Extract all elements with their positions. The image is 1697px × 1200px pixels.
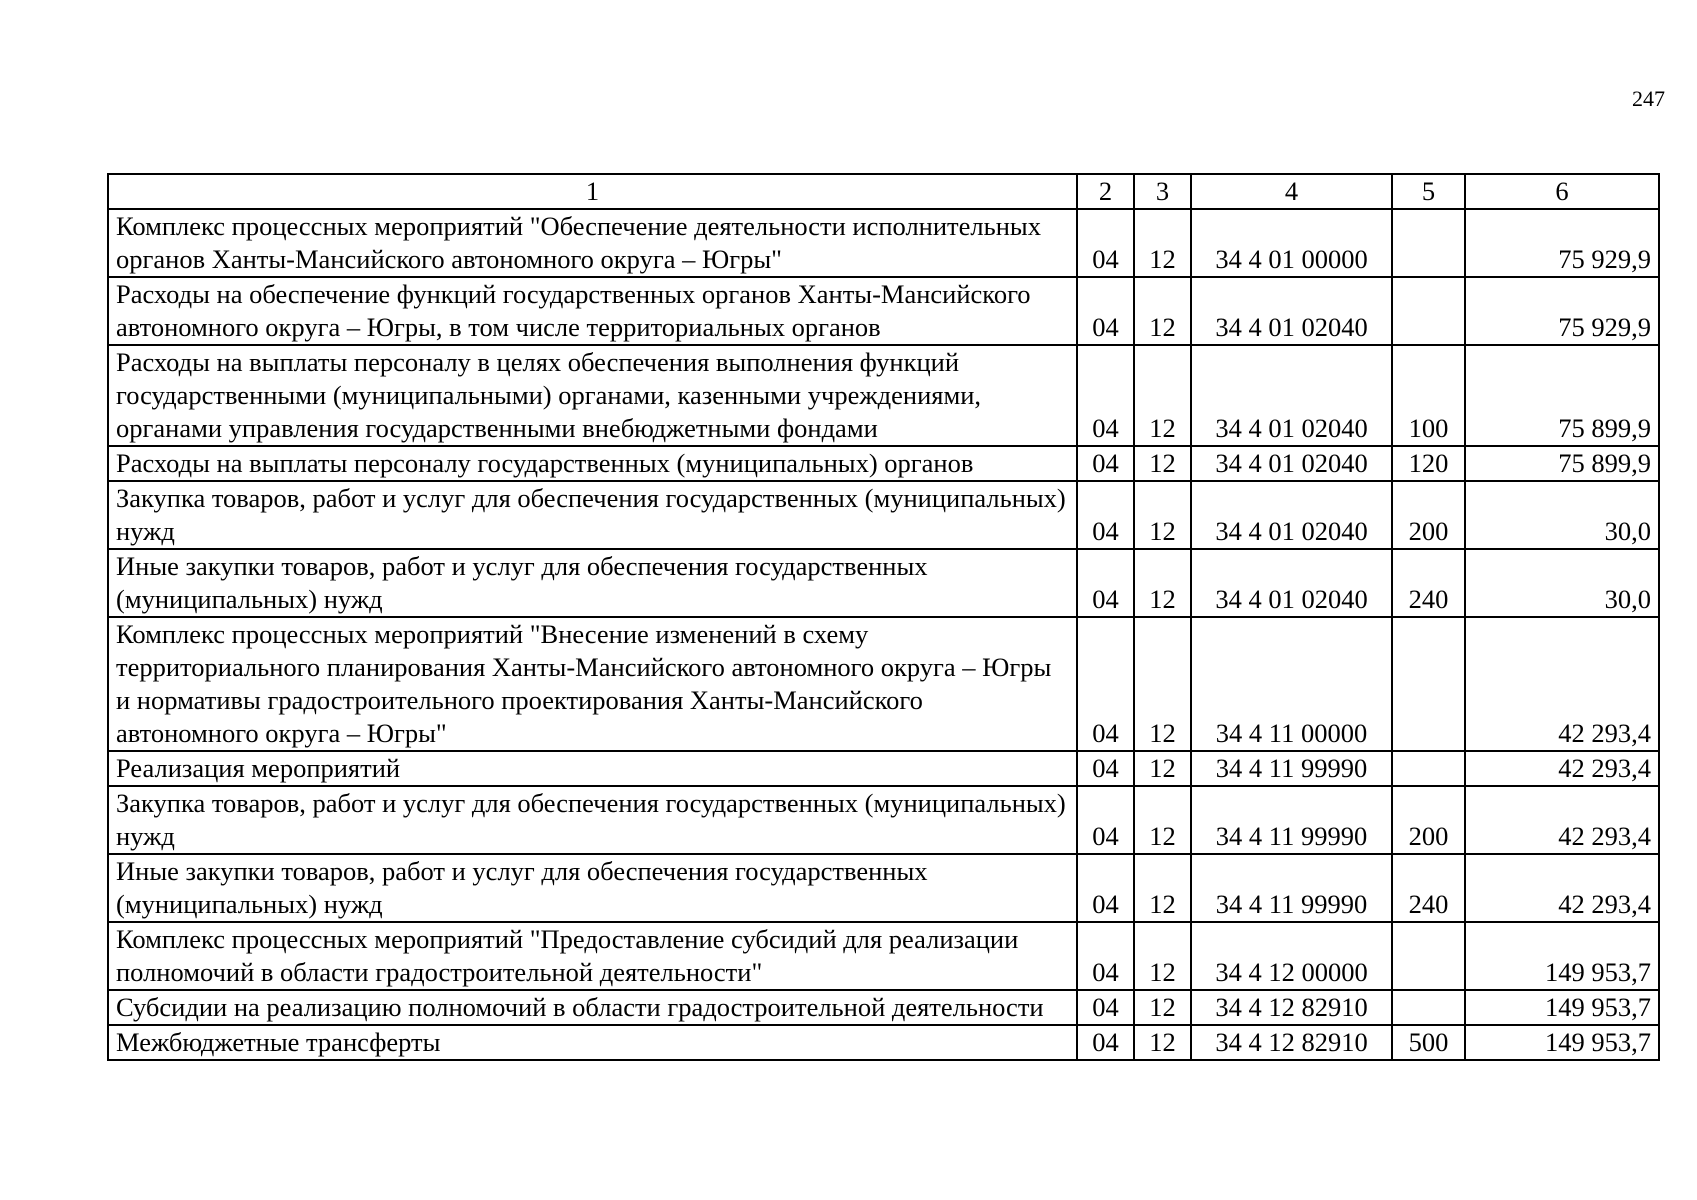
item-name-cell: Комплекс процессных мероприятий "Обеспечение деятельности исполнительных органов Ханты-Мансийского автономного округа – Югры" — [108, 209, 1077, 277]
section-code-cell: 04 — [1077, 922, 1134, 990]
section-code-cell: 04 — [1077, 751, 1134, 786]
expense-type-cell: 120 — [1392, 446, 1465, 481]
expense-type-cell: 200 — [1392, 786, 1465, 854]
budget-table — [107, 173, 1660, 1061]
subsection-code-cell: 12 — [1134, 549, 1191, 617]
table-row — [108, 786, 1659, 854]
target-article-cell: 34 4 01 02040 — [1191, 277, 1392, 345]
target-article-cell: 34 4 01 02040 — [1191, 549, 1392, 617]
amount-cell: 149 953,7 — [1465, 990, 1659, 1025]
item-name-cell: Реализация мероприятий — [108, 751, 1077, 786]
target-article-cell: 34 4 01 02040 — [1191, 481, 1392, 549]
target-article-cell: 34 4 12 00000 — [1191, 922, 1392, 990]
table-row — [108, 617, 1659, 751]
amount-cell: 42 293,4 — [1465, 751, 1659, 786]
subsection-code-cell: 12 — [1134, 1025, 1191, 1060]
expense-type-cell — [1392, 617, 1465, 751]
expense-type-cell: 100 — [1392, 345, 1465, 446]
amount-cell: 75 899,9 — [1465, 345, 1659, 446]
section-code-cell: 04 — [1077, 549, 1134, 617]
amount-cell: 75 929,9 — [1465, 209, 1659, 277]
table-row — [108, 990, 1659, 1025]
target-article-cell: 34 4 01 02040 — [1191, 446, 1392, 481]
item-name-cell: Закупка товаров, работ и услуг для обеспечения государственных (муниципальных) нужд — [108, 786, 1077, 854]
target-article-cell: 34 4 01 02040 — [1191, 345, 1392, 446]
item-name-cell: Расходы на выплаты персоналу в целях обеспечения выполнения функций государственными (муниципальными) органами, казенными учреждениями, органами управления государственными внебюджетными фондами — [108, 345, 1077, 446]
target-article-cell: 34 4 11 00000 — [1191, 617, 1392, 751]
column-header: 1 — [108, 174, 1077, 209]
subsection-code-cell: 12 — [1134, 481, 1191, 549]
amount-cell: 42 293,4 — [1465, 617, 1659, 751]
column-header: 6 — [1465, 174, 1659, 209]
subsection-code-cell: 12 — [1134, 751, 1191, 786]
table-row — [108, 481, 1659, 549]
target-article-cell: 34 4 12 82910 — [1191, 990, 1392, 1025]
section-code-cell: 04 — [1077, 345, 1134, 446]
subsection-code-cell: 12 — [1134, 209, 1191, 277]
item-name-cell: Межбюджетные трансферты — [108, 1025, 1077, 1060]
section-code-cell: 04 — [1077, 481, 1134, 549]
expense-type-cell: 500 — [1392, 1025, 1465, 1060]
subsection-code-cell: 12 — [1134, 446, 1191, 481]
expense-type-cell — [1392, 990, 1465, 1025]
expense-type-cell — [1392, 277, 1465, 345]
target-article-cell: 34 4 12 82910 — [1191, 1025, 1392, 1060]
expense-type-cell: 240 — [1392, 549, 1465, 617]
subsection-code-cell: 12 — [1134, 854, 1191, 922]
table-row — [108, 446, 1659, 481]
expense-type-cell — [1392, 751, 1465, 786]
column-header: 4 — [1191, 174, 1392, 209]
item-name-cell: Расходы на обеспечение функций государственных органов Ханты-Мансийского автономного округа – Югры, в том числе территориальных органов — [108, 277, 1077, 345]
section-code-cell: 04 — [1077, 209, 1134, 277]
table-row — [108, 751, 1659, 786]
section-code-cell: 04 — [1077, 1025, 1134, 1060]
page-number: 247 — [1632, 86, 1665, 111]
table-row — [108, 277, 1659, 345]
subsection-code-cell: 12 — [1134, 786, 1191, 854]
subsection-code-cell: 12 — [1134, 990, 1191, 1025]
column-header: 5 — [1392, 174, 1465, 209]
table-row — [108, 854, 1659, 922]
section-code-cell: 04 — [1077, 990, 1134, 1025]
amount-cell: 30,0 — [1465, 549, 1659, 617]
target-article-cell: 34 4 01 00000 — [1191, 209, 1392, 277]
expense-type-cell: 240 — [1392, 854, 1465, 922]
amount-cell: 149 953,7 — [1465, 922, 1659, 990]
item-name-cell: Комплекс процессных мероприятий "Внесение изменений в схему территориального планирования Ханты-Мансийского автономного округа – Югры и нормативы градостроительного проектирования Ханты-Мансийского автономного округа – Югры" — [108, 617, 1077, 751]
table-row — [108, 1025, 1659, 1060]
item-name-cell: Субсидии на реализацию полномочий в области градостроительной деятельности — [108, 990, 1077, 1025]
amount-cell: 42 293,4 — [1465, 854, 1659, 922]
table-row — [108, 922, 1659, 990]
amount-cell: 30,0 — [1465, 481, 1659, 549]
subsection-code-cell: 12 — [1134, 922, 1191, 990]
target-article-cell: 34 4 11 99990 — [1191, 854, 1392, 922]
expense-type-cell: 200 — [1392, 481, 1465, 549]
section-code-cell: 04 — [1077, 617, 1134, 751]
subsection-code-cell: 12 — [1134, 345, 1191, 446]
amount-cell: 149 953,7 — [1465, 1025, 1659, 1060]
table-row — [108, 345, 1659, 446]
table-body — [108, 209, 1659, 1060]
column-header: 3 — [1134, 174, 1191, 209]
amount-cell: 75 899,9 — [1465, 446, 1659, 481]
item-name-cell: Комплекс процессных мероприятий "Предоставление субсидий для реализации полномочий в области градостроительной деятельности" — [108, 922, 1077, 990]
item-name-cell: Расходы на выплаты персоналу государственных (муниципальных) органов — [108, 446, 1077, 481]
section-code-cell: 04 — [1077, 277, 1134, 345]
amount-cell: 75 929,9 — [1465, 277, 1659, 345]
expense-type-cell — [1392, 922, 1465, 990]
item-name-cell: Закупка товаров, работ и услуг для обеспечения государственных (муниципальных) нужд — [108, 481, 1077, 549]
header-row — [108, 174, 1659, 209]
section-code-cell: 04 — [1077, 446, 1134, 481]
section-code-cell: 04 — [1077, 786, 1134, 854]
subsection-code-cell: 12 — [1134, 617, 1191, 751]
table-row — [108, 549, 1659, 617]
section-code-cell: 04 — [1077, 854, 1134, 922]
target-article-cell: 34 4 11 99990 — [1191, 751, 1392, 786]
target-article-cell: 34 4 11 99990 — [1191, 786, 1392, 854]
subsection-code-cell: 12 — [1134, 277, 1191, 345]
table-row — [108, 209, 1659, 277]
item-name-cell: Иные закупки товаров, работ и услуг для обеспечения государственных (муниципальных) нужд — [108, 854, 1077, 922]
expense-type-cell — [1392, 209, 1465, 277]
column-header: 2 — [1077, 174, 1134, 209]
item-name-cell: Иные закупки товаров, работ и услуг для обеспечения государственных (муниципальных) нужд — [108, 549, 1077, 617]
amount-cell: 42 293,4 — [1465, 786, 1659, 854]
